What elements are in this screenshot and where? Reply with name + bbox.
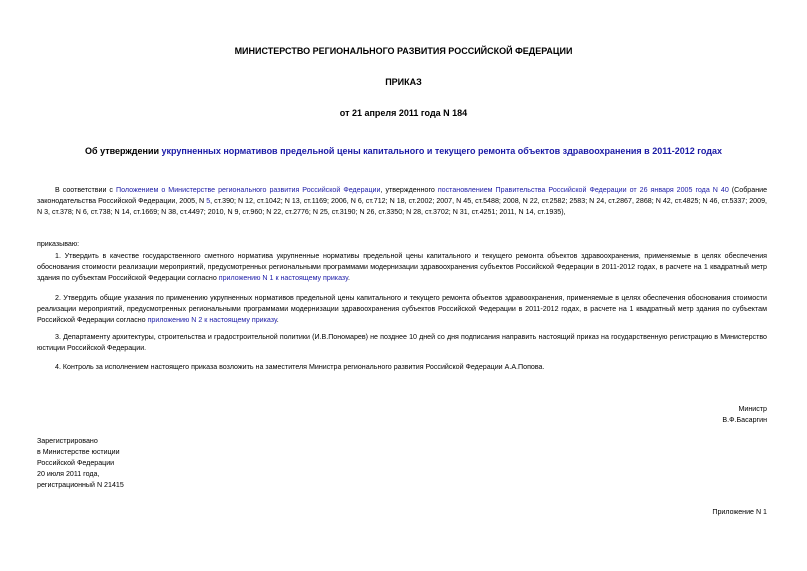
title-prefix: Об утверждении [85, 146, 162, 156]
registration-block [37, 436, 124, 491]
registration-line-4: 20 июля 2011 года, [37, 470, 100, 478]
item-1-text: 1. Утвердить в качестве государственного сметного норматива укрупненные нормативы предельной цены капитального и текущего ремонта объектов здравоохранения, применяемые в целях обеспечения обоснования стоимости реализации мероприятий, предусмотренных региональными программами модернизации здравоохранения субъектов Российской Федерации в 2011-2012 годах, в расчете на 1 квадратный метр здания по субъектам Российской Федерации согласно [37, 252, 767, 282]
item-1-paragraph [37, 251, 767, 284]
registration-line-2: в Министерстве юстиции [37, 448, 120, 456]
item-1-end: . [347, 274, 350, 282]
document-date-number: от 21 апреля 2011 года N 184 [339, 108, 468, 118]
item-2-text: 2. Утвердить общие указания по применению укрупненных нормативов предельной цены капитального и текущего ремонта объектов здравоохранения, применяемые в целях обеспечения обоснования стоимости реализации мероприятий, предусмотренных региональными программами модернизации здравоохранения субъектов Российской Федерации в 2011-2012 годах, в расчете на 1 квадратный метр здания по субъектам Российской Федерации согласно [37, 294, 767, 324]
preamble-text-4: , ст.390; N 12, ст.1042; N 13, ст.1169; 2006, N 6, ст.712; N 18, ст.2002; 2007, N 45, ст.5488; 2008, N 22, ст.2582; 2583; N 24, ст.2867, 2868; N 42, ст.4825; N 46, ст.5337; 2009, N 3, ст.378; N 6, ст.738; N 14, ст.1669; N 38, ст.4497; 2010, N 9, ст.960; N 22, ст.2776; N 25, ст.3190; N 26, ст.3350; N 28, ст.3702; N 31, ст.4251; 2011, N 14, ст.1935), [37, 197, 767, 216]
item-4-paragraph: 4. Контроль за исполнением настоящего приказа возложить на заместителя Министра регионального развития Российской Федерации А.А.Попова. [55, 363, 545, 371]
item-2-paragraph [37, 293, 767, 326]
registration-line-5: регистрационный N 21415 [37, 481, 124, 489]
order-word: приказываю: [37, 240, 80, 248]
document-type: ПРИКАЗ [385, 77, 422, 87]
appendix-1-link[interactable]: приложению N 1 к настоящему приказу [218, 274, 348, 282]
regulation-link[interactable]: Положением о Министерстве регионального развития Российской Федерации [115, 186, 381, 194]
preamble-text-3: (Собрание законодательства Российской Федерации, 2005, N [37, 186, 768, 205]
signatory-position: Министр [738, 405, 767, 413]
document-title [0, 146, 807, 156]
item-3-paragraph: 3. Департаменту архитектуры, строительства и градостроительной политики (И.В.Пономарев) не позднее 10 дней со дня подписания направить настоящий приказ на государственную регистрацию в Министерство юстиции Российской Федерации. [37, 333, 767, 352]
signatory-name: В.Ф.Басаргин [722, 416, 767, 424]
signature-block [722, 404, 767, 426]
title-link[interactable]: укрупненных нормативов предельной цены капитального и текущего ремонта объектов здравоохранения в 2011-2012 годах [161, 146, 722, 156]
preamble-text-2: , утвержденного [380, 186, 438, 194]
registration-line-1: Зарегистрировано [37, 437, 98, 445]
item-2-end: . [276, 316, 279, 324]
registration-line-3: Российской Федерации [37, 459, 115, 467]
government-decree-link[interactable]: постановлением Правительства Российской Федерации от 26 января 2005 года N 40 [437, 186, 729, 194]
ministry-heading: МИНИСТЕРСТВО РЕГИОНАЛЬНОГО РАЗВИТИЯ РОССИЙСКОЙ ФЕДЕРАЦИИ [234, 46, 573, 56]
appendix-label: Приложение N 1 [712, 508, 767, 516]
appendix-2-link[interactable]: приложению N 2 к настоящему приказу [147, 316, 277, 324]
collection-issue-link[interactable]: 5 [206, 197, 211, 205]
preamble-text-1: В соответствии с [55, 186, 116, 194]
preamble-paragraph [37, 185, 767, 218]
